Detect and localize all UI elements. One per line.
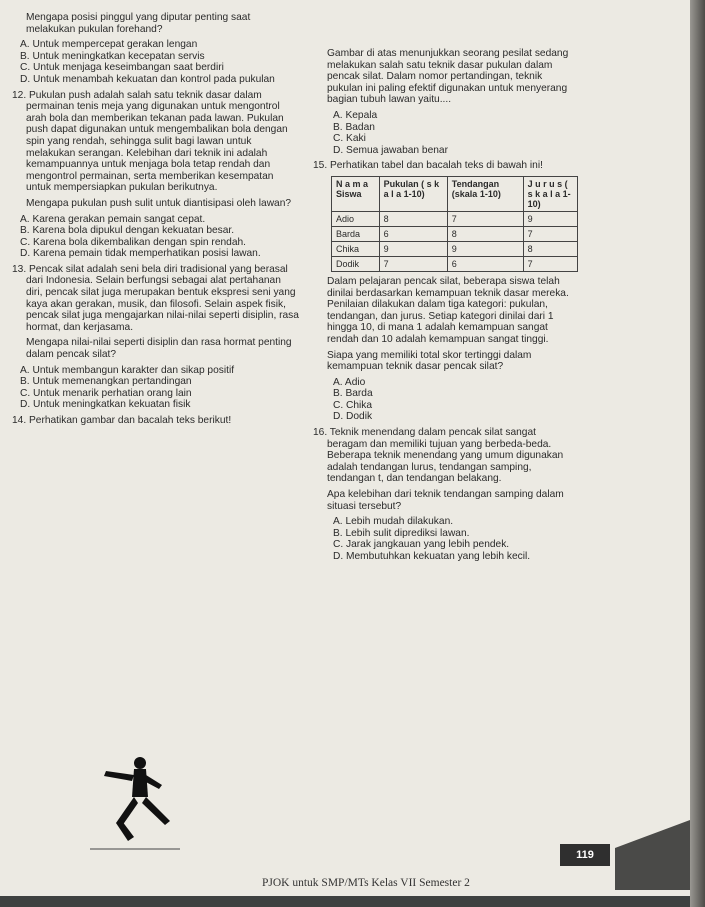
q11-answer-c: C. Kaki [333, 133, 366, 145]
q11-stem: Gambar di atas menunjukkan seorang pesilat sedang melakukan salah satu teknik dasar pukulan dalam pencak silat. Dalam nomor pertandingan, teknik pukulan ini paling efektif digunakan untuk menyerang bagian tubuh lawan yaitu.... [327, 48, 569, 106]
table-row [332, 256, 578, 271]
table-cell: 8 [447, 226, 523, 241]
q12-stem: 12. Pukulan push adalah salah satu teknik dasar dalam permainan tenis meja yang digunakan untuk mengontrol arah bola dan memberikan tekanan pada lawan. Pukulan push dapat digunakan untuk mengembalikan bola dengan spin yang rendah, sehingga sulit bagi lawan untuk melakukan serangan. Kelebihan dari teknik ini adalah kemampuannya untuk menjaga bola tetap rendah dan mengontrol permainan, serta memberikan kesempatan untuk mempersiapkan pukulan berikutnya. [12, 89, 288, 194]
q13-option-b: B. Untuk memenangkan pertandingan [20, 376, 192, 388]
q13-option-d: D. Untuk meningkatkan kekuatan fisik [20, 399, 191, 411]
q11-answer-a: A. Kepala [333, 109, 378, 121]
q15-question: Siapa yang memiliki total skor tertinggi dalam kemampuan teknik dasar pencak silat? [327, 349, 532, 373]
q12-options [12, 214, 300, 260]
q11-answer-d: D. Semua jawaban benar [333, 144, 448, 156]
q15-option-a: A. Adio [333, 376, 366, 388]
q13-option-c: C. Untuk menarik perhatian orang lain [20, 387, 192, 399]
page-number: 119 [560, 844, 610, 866]
q13-option-a: A. Untuk membangun karakter dan sikap positif [20, 364, 235, 376]
q12-option-a: A. Karena gerakan pemain sangat cepat. [20, 213, 206, 225]
q15-options [313, 377, 578, 423]
table-cell: 9 [447, 241, 523, 256]
table-cell: 7 [379, 256, 447, 271]
header-jurus: J u r u s ( s k a l a 1-10) [523, 176, 577, 211]
header-kick: Tendangan (skala 1-10) [447, 176, 523, 211]
page-footer: PJOK untuk SMP/MTs Kelas VII Semester 2 [262, 877, 470, 889]
q16-question: Apa kelebihan dari teknik tendangan samping dalam situasi tersebut? [327, 489, 564, 512]
table-cell: 8 [379, 211, 447, 226]
q14-stem: 14. Perhatikan gambar dan bacalah teks berikut! [12, 415, 232, 426]
q11-answer-b: B. Badan [333, 121, 375, 133]
silat-fighter-illustration [20, 745, 190, 865]
right-column [313, 48, 578, 567]
q16-options [313, 516, 578, 562]
table-cell: 8 [523, 241, 577, 256]
table-cell: 6 [447, 256, 523, 271]
table-row [332, 211, 578, 226]
q15-text: Dalam pelajaran pencak silat, beberapa siswa telah dinilai berdasarkan kemampuan teknik dasar mereka. Penilaian dilakukan dalam tiga kategori: pukulan, tendangan, dan jurus. Setiap kategori dinilai dari 1 hingga 10, di mana 1 adalah kemampuan sangat rendah dan 10 adalah kemampuan sangat tinggi. [327, 275, 569, 345]
q11-option-a: A. Untuk mempercepat gerakan lengan [20, 39, 198, 51]
q11-option-b: B. Untuk meningkatkan kecepatan servis [20, 50, 205, 62]
table-cell: 9 [523, 211, 577, 226]
q11-option-c: C. Untuk menjaga keseimbangan saat berdiri [20, 62, 224, 74]
q16-option-d: D. Membutuhkan kekuatan yang lebih kecil. [333, 551, 531, 562]
table-cell: 7 [447, 211, 523, 226]
q11-question-text: Mengapa posisi pinggul yang diputar penting saat melakukan pukulan forehand? [26, 12, 251, 35]
table-cell: 9 [379, 241, 447, 256]
q11-option-d: D. Untuk menambah kekuatan dan kontrol pada pukulan [20, 73, 275, 85]
q15-option-d: D. Dodik [333, 411, 373, 423]
score-table-header [332, 176, 578, 211]
q12-option-c: C. Karena bola dikembalikan dengan spin rendah. [20, 236, 246, 248]
table-row [332, 226, 578, 241]
table-cell: Barda [332, 226, 380, 241]
q16-stem: 16. Teknik menendang dalam pencak silat sangat beragam dan memiliki tujuan yang berbeda-beda. Beberapa teknik menendang yang umum digunakan adalah tendangan lurus, tendangan samping, tendangan t, dan tendangan belakang. [313, 427, 564, 485]
table-cell: Adio [332, 211, 380, 226]
table-cell: 7 [523, 256, 577, 271]
q12-question: Mengapa pukulan push sulit untuk diantisipasi oleh lawan? [26, 197, 292, 209]
q11-answer-options [313, 110, 578, 156]
q16-option-c: C. Jarak jangkauan yang lebih pendek. [333, 539, 510, 551]
q12-option-b: B. Karena bola dipukul dengan kekuatan besar. [20, 225, 235, 237]
page-edge-shadow [690, 0, 705, 907]
header-name: N a m a Siswa [332, 176, 380, 211]
page-corner-decoration [615, 820, 690, 890]
q16-option-a: A. Lebih mudah dilakukan. [333, 516, 454, 528]
q12-option-d: D. Karena pemain tidak memperhatikan posisi lawan. [20, 248, 261, 260]
bottom-band [0, 896, 690, 907]
q15-stem: 15. Perhatikan tabel dan bacalah teks di bawah ini! [313, 160, 543, 172]
table-row [332, 241, 578, 256]
q11-options [12, 39, 300, 85]
q13-stem: 13. Pencak silat adalah seni bela diri tradisional yang berasal dari Indonesia. Selain berfungsi sebagai alat pertahanan diri, pencak silat juga merupakan bentuk ekspresi seni yang kaya akan gerakan, musik, dan filosofi. Selain aspek fisik, pencak silat juga mengajarkan nilai-nilai seperti disiplin, rasa hormat, dan kerjasama. [12, 263, 299, 333]
left-column [12, 12, 300, 431]
q13-options [12, 365, 300, 411]
table-cell: Chika [332, 241, 380, 256]
header-punch: Pukulan ( s k a l a 1-10) [379, 176, 447, 211]
table-cell: Dodik [332, 256, 380, 271]
q16-option-b: B. Lebih sulit diprediksi lawan. [333, 527, 470, 539]
q13-question: Mengapa nilai-nilai seperti disiplin dan rasa hormat penting dalam pencak silat? [26, 337, 292, 361]
q15-option-c: C. Chika [333, 399, 373, 411]
table-cell: 7 [523, 226, 577, 241]
q15-option-b: B. Barda [333, 388, 373, 400]
score-table [331, 176, 578, 272]
table-cell: 6 [379, 226, 447, 241]
